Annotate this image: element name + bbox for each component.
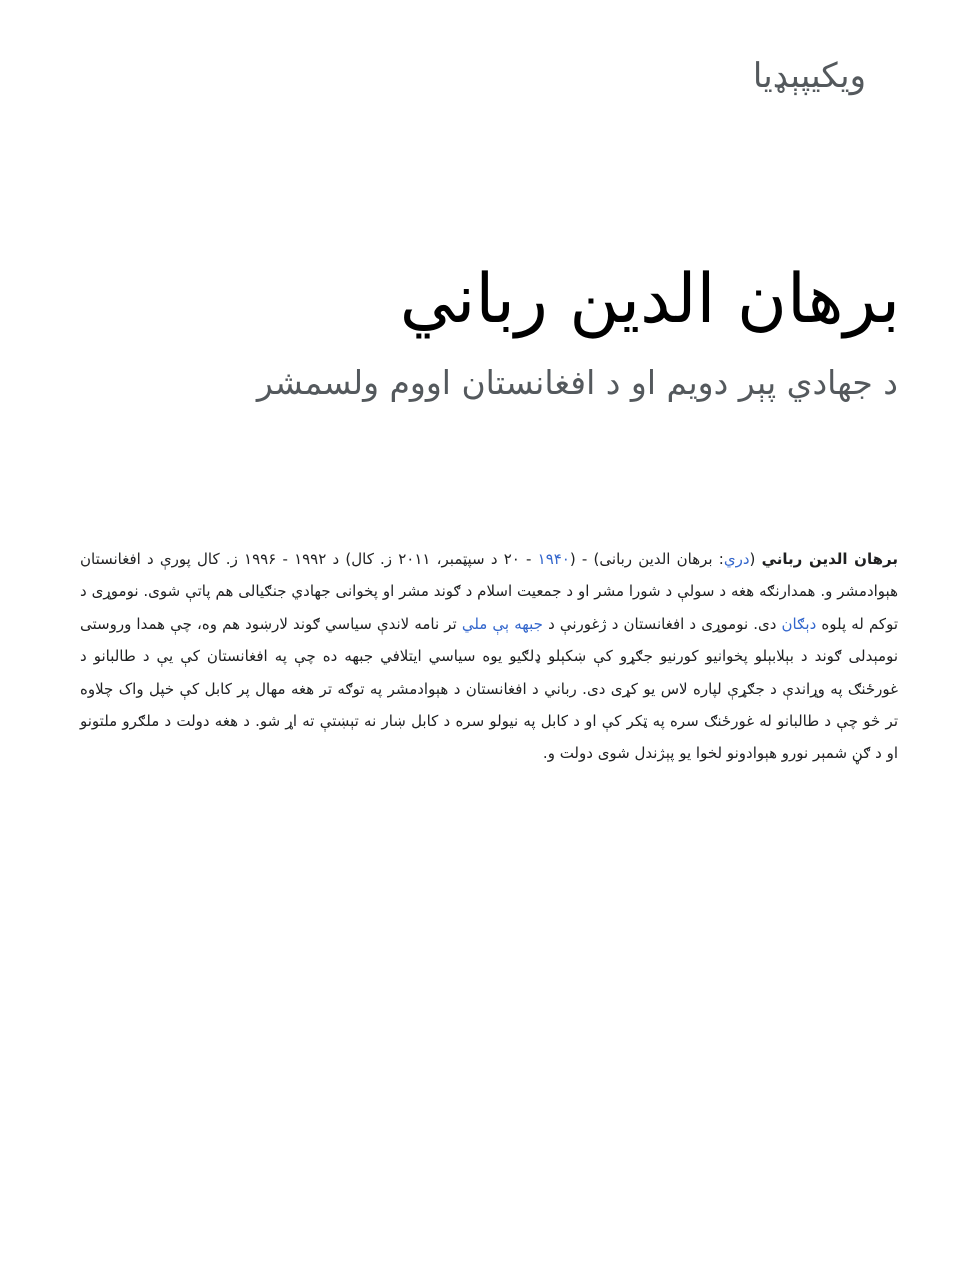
lead-paragraph [80,543,898,770]
language-link[interactable]: دري [723,550,750,568]
lead-text-middle: دی. نوموړی د افغانستان د ژغورنې د [542,614,782,633]
page-subtitle: د جهادي پېر دويم او د افغانستان اووم ولسمشر [256,363,898,402]
lead-text-native-name: : برهان الدين ربانی) - ( [569,550,724,568]
wikipedia-wordmark[interactable]: ويکيپېډيا [752,56,866,96]
ethnicity-link[interactable]: دېګان [781,614,817,633]
birth-year-link[interactable]: ۱۹۴۰ [537,550,570,568]
lead-text-lifespan: - ۲۰ د سپټمبر، ۲۰۱۱ ز. کال) د ۱۹۹۲ - ۱۹۹۶ ز. کال پورې د افغانستان هېوادمشر و. همدارنګه هغه د سولې د شورا مشر او د جمعيت اسلام د ګوند مشر او پخوانی جهادي جنګيالی هم پاتې شوی. نوموړی د توکم له پلوه [80,550,898,633]
page-title: برهان الدين رباني [399,260,900,339]
national-front-link[interactable]: جبهه ېې ملي [461,614,543,633]
lead-name-bold: برهان الدين رباني [761,550,898,568]
lead-text-paren: ( [749,550,762,568]
lead-text-rest: تر نامه لاندې سياسي ګوند لارښود هم وه، چې همدا وروستی نومېدلی ګوند د بېلابېلو پخوانيو کورنيو جګړو کې ښکېلو ډلګيو يوه سياسي ايتلافي جبهه ده چې په افغانستان کې يې د طالبانو د غورځنګ په وړاندې د جګړې لپاره لاس يو کړی دی. رباني د افغانستان د هېوادمشر په توګه تر هغه مهال پر کابل کې خپل واک چلاوه تر څو چې د طالبانو له غورځنګ سره په ټکر کې او د کابل په نيولو سره د کابل ښار نه تېښتې ته اړ شو. د هغه دولت د ملګرو ملتونو او د ګڼ شمېر نورو هېوادونو لخوا يو پېژندل شوی دولت و. [80,614,898,763]
